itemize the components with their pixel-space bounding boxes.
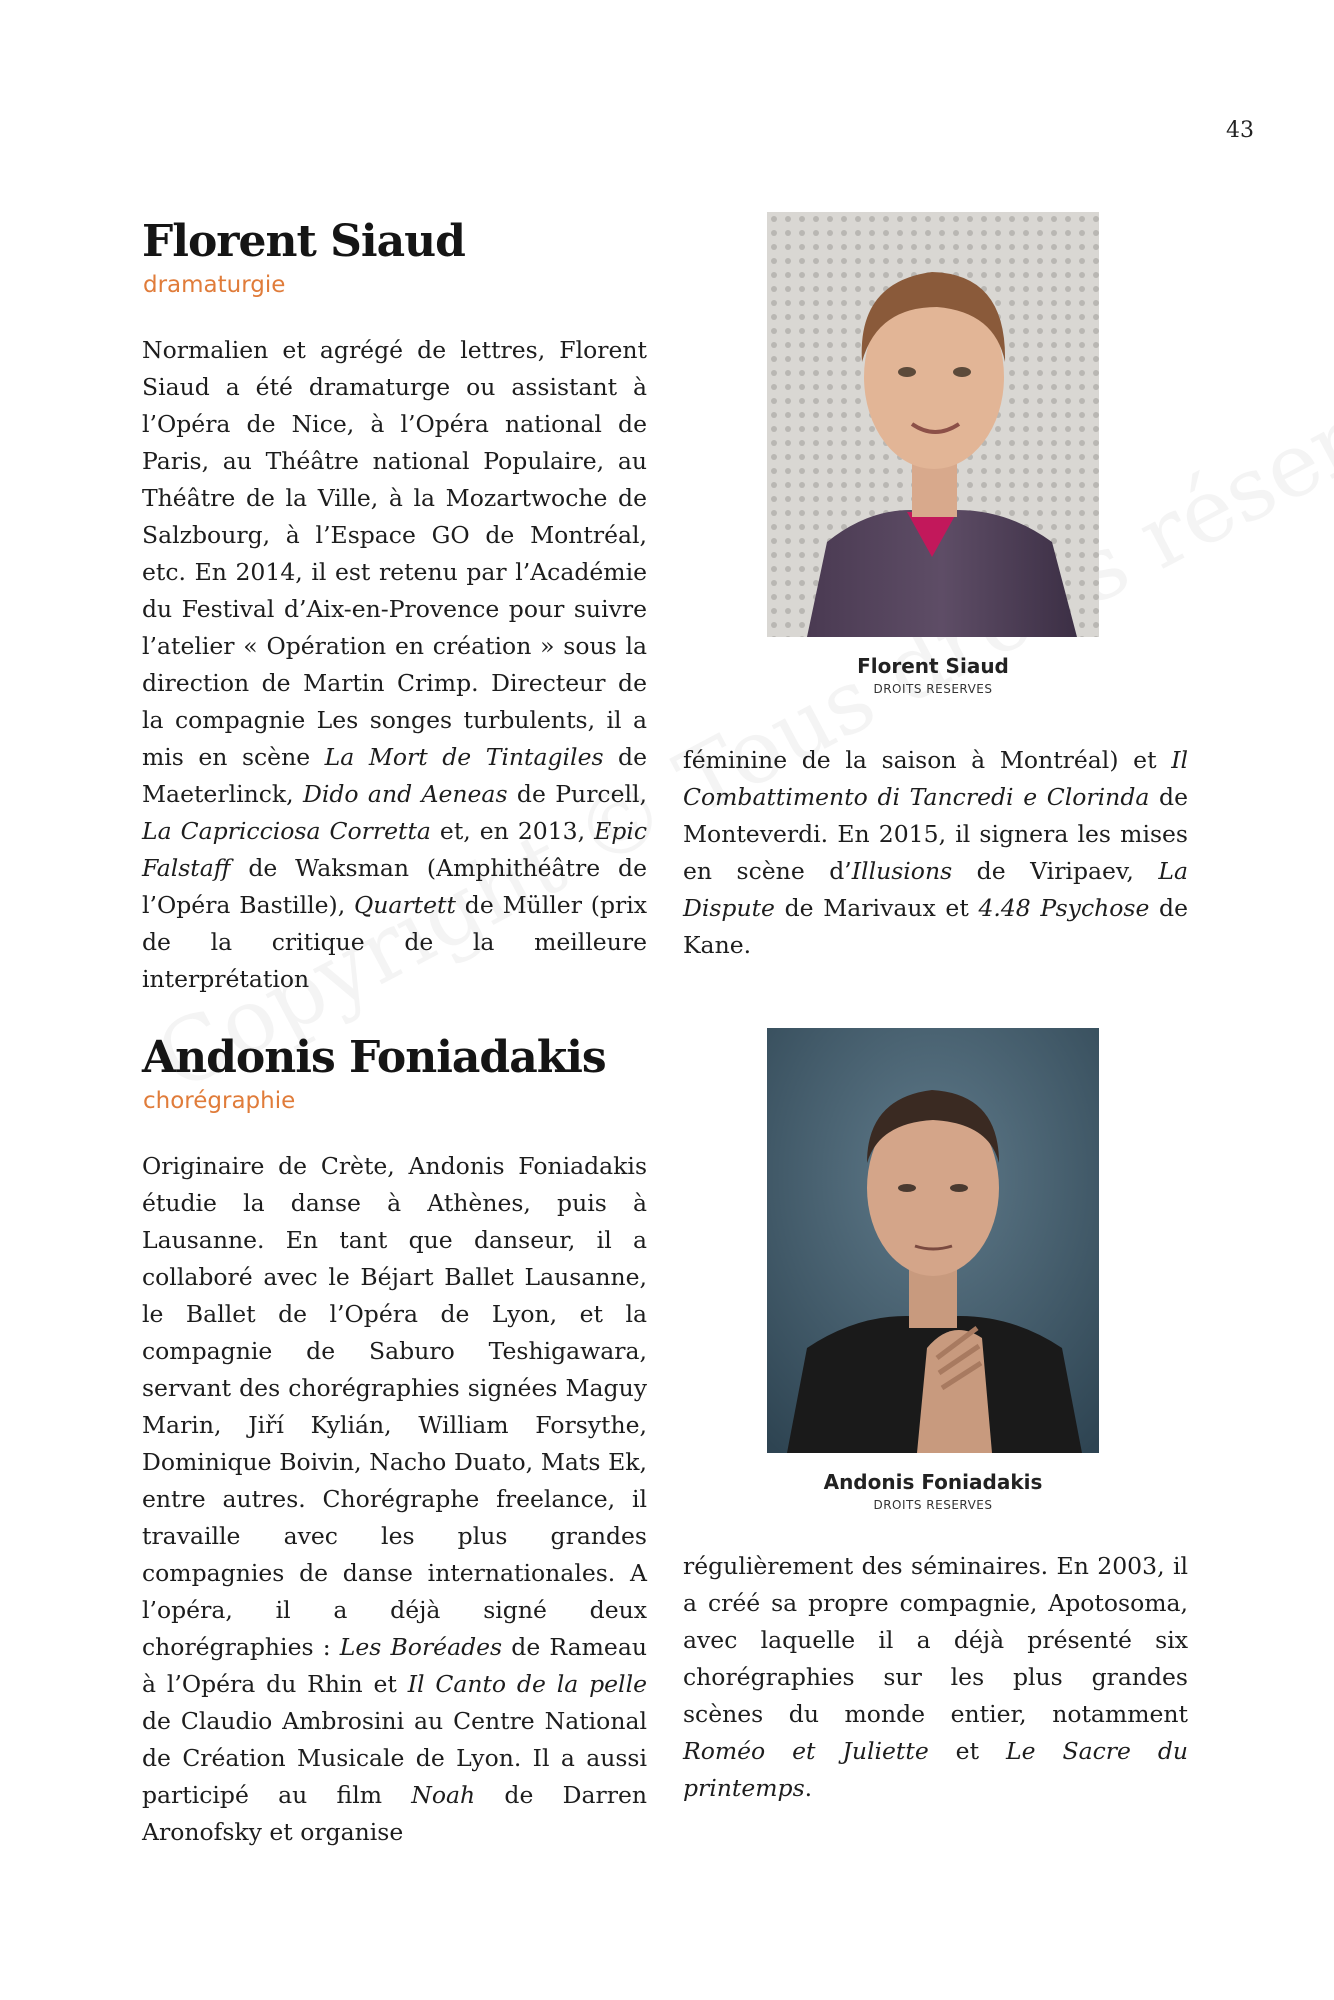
person-role: chorégraphie [143, 1088, 296, 1114]
text-run: et, en 2013, [430, 817, 595, 845]
italic-title: Dido and Aeneas [303, 780, 508, 808]
italic-title: Le Sacre du printemps [683, 1737, 1189, 1802]
portrait-photo [767, 1028, 1099, 1453]
italic-title: La Mort de Tintagiles [324, 743, 604, 771]
bio-text-right [683, 742, 1188, 964]
text-run: de Claudio Ambrosini au Centre National de Création Musicale de Lyon. Il a aussi participé au film [142, 1707, 647, 1809]
person-name: Andonis Foniadakis [142, 1032, 606, 1083]
text-run: de Rameau à l’Opéra du Rhin et [142, 1633, 647, 1698]
text-run: et [928, 1737, 1006, 1765]
italic-title: La Capricciosa Corretta [142, 817, 431, 845]
italic-title: Quartett [354, 891, 456, 919]
text-run: régulièrement des séminaires. En 2003, il a créé sa propre compagnie, Apotosoma, avec laquelle il a déjà présenté six chorégraphies sur les plus grandes scènes du monde entier, notamment [683, 1552, 1188, 1728]
photo-caption [767, 1469, 1099, 1515]
italic-title: Roméo et Juliette [683, 1737, 929, 1765]
person-name: Florent Siaud [142, 216, 465, 267]
caption-credit: DROITS RESERVES [873, 1498, 993, 1512]
text-run: de Müller (prix de la critique de la meilleure interprétation [142, 891, 648, 993]
text-run: de Kane. [683, 894, 1188, 959]
text-run: Originaire de Crète, Andonis Foniadakis étudie la danse à Athènes, puis à Lausanne. En tant que danseur, il a collaboré avec le Béjart Ballet Lausanne, le Ballet de l’Opéra de Lyon, et la compagnie de Saburo Teshigawara, servant des chorégraphies signées Maguy Marin, Jiří Kylián, William Forsythe, Dominique Boivin, Nacho Duato, Mats Ek, entre autres. Chorégraphe freelance, il travaille avec les plus grandes compagnies de danse internationales. A l’opéra, il a déjà signé deux chorégraphies : [142, 1152, 647, 1661]
portrait-photo-icon [767, 1028, 1099, 1453]
caption-name: Andonis Foniadakis [823, 1470, 1043, 1494]
text-run: féminine de la saison à Montréal) et [683, 746, 1172, 774]
person-role: dramaturgie [143, 272, 286, 298]
photo-caption [767, 653, 1099, 699]
italic-title: Il Combattimento di Tancredi e Clorinda [683, 746, 1188, 811]
text-run: de Maeterlinck, [142, 743, 648, 808]
text-run: de Marivaux et [774, 894, 979, 922]
italic-title: Illusions [851, 857, 953, 885]
portrait-photo-icon [767, 212, 1099, 637]
italic-title: Les Boréades [339, 1633, 503, 1661]
caption-credit: DROITS RESERVES [873, 682, 993, 696]
italic-title: Epic Falstaff [142, 817, 647, 882]
text-run: de Darren Aronofsky et organise [142, 1781, 647, 1846]
italic-title: La Dispute [683, 857, 1188, 922]
italic-title: 4.48 Psychose [978, 894, 1150, 922]
italic-title: Noah [411, 1781, 476, 1809]
page-number: 43 [1226, 118, 1254, 143]
caption-name: Florent Siaud [857, 654, 1009, 678]
portrait-photo [767, 212, 1099, 637]
text-run: de Purcell, [507, 780, 647, 808]
text-run: Normalien et agrégé de lettres, Florent Siaud a été dramaturge ou assistant à l’Opéra de Nice, à l’Opéra national de Paris, au Théâtre national Populaire, au Théâtre de la Ville, à la Mozartwoche de Salzbourg, à l’Espace GO de Montréal, etc. En 2014, il est retenu par l’Académie du Festival d’Aix-en-Provence pour suivre l’atelier « Opération en création » sous la direction de Martin Crimp. Directeur de la compagnie Les songes turbulents, il a mis en scène [142, 336, 647, 771]
bio-text-right [683, 1548, 1188, 1807]
text-run: de Viripaev, [952, 857, 1159, 885]
text-run: . [804, 1774, 813, 1802]
bio-text-left [142, 332, 647, 998]
bio-text-left [142, 1148, 647, 1851]
italic-title: Il Canto de la pelle [407, 1670, 647, 1698]
text-run: de Monteverdi. En 2015, il signera les mises en scène d’ [683, 783, 1188, 885]
text-run: de Waksman (Amphithéâtre de l’Opéra Bastille), [142, 854, 647, 919]
